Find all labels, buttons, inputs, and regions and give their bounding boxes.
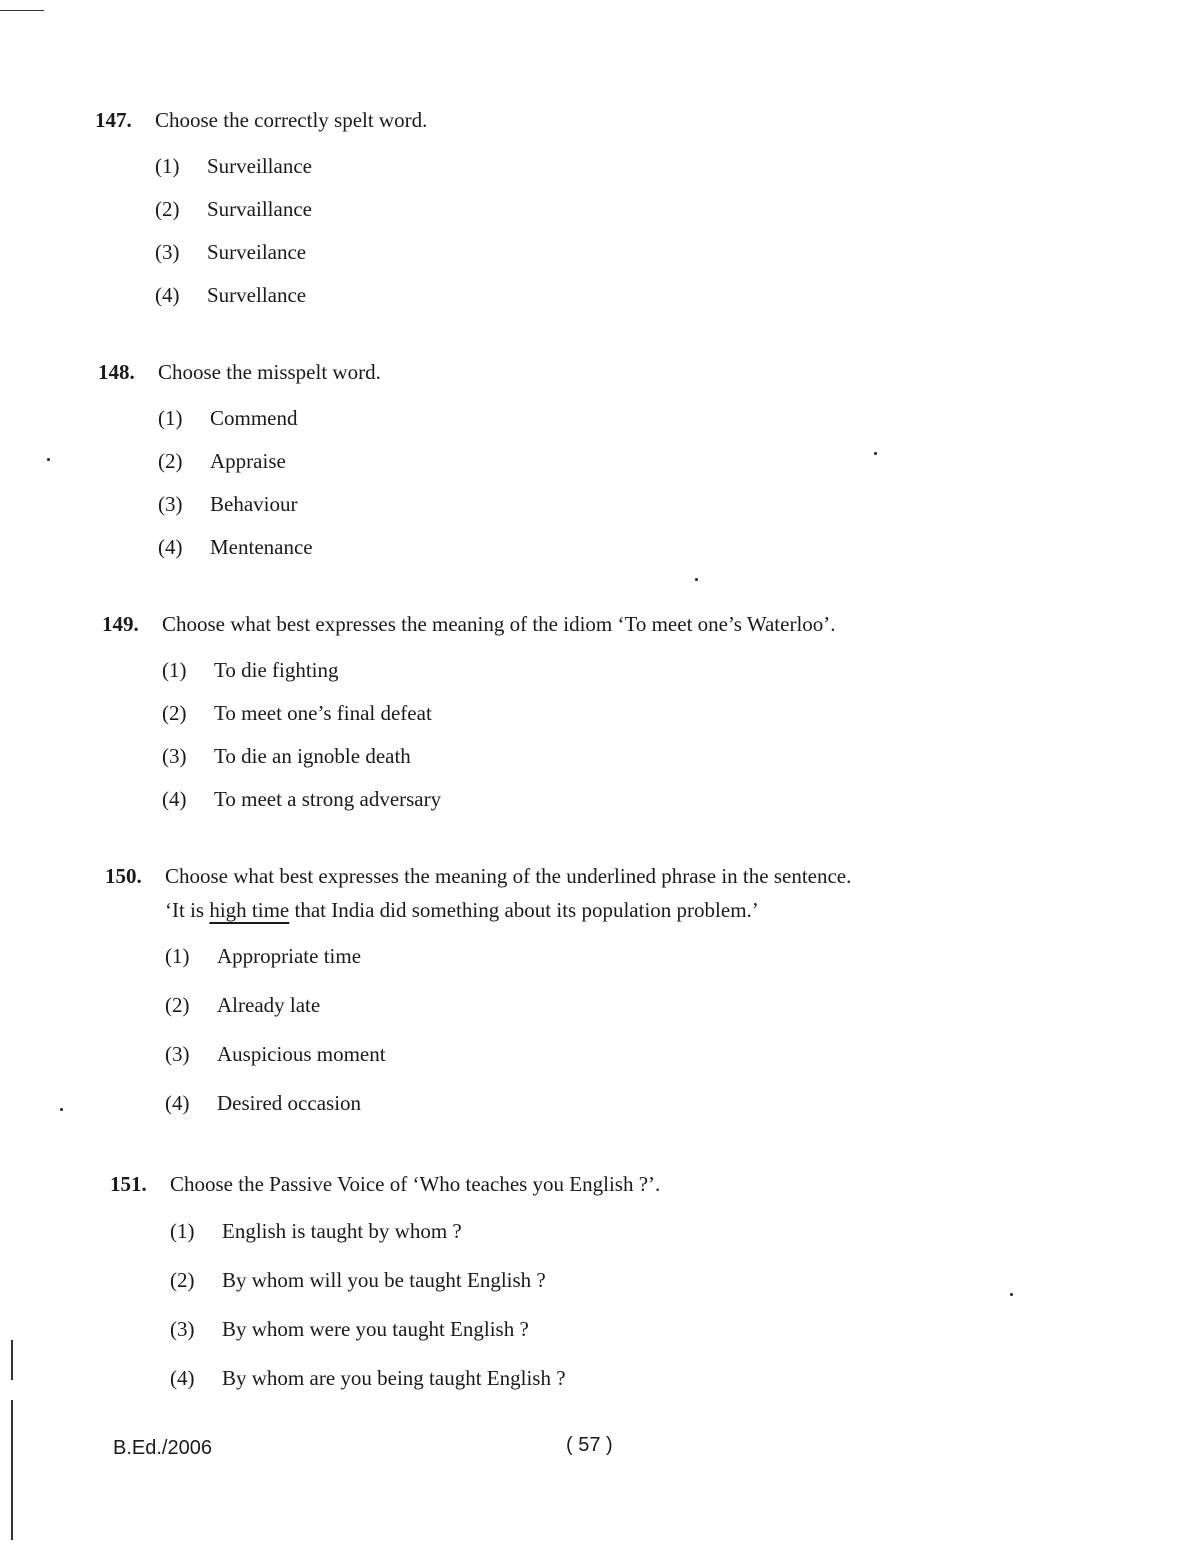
scan-speck — [874, 452, 877, 455]
question-number: 150. — [105, 864, 142, 888]
option-1: (1) Commend — [158, 406, 298, 430]
page-number: ( 57 ) — [566, 1434, 613, 1456]
question-number: 149. — [102, 612, 139, 636]
question-text: Choose the correctly spelt word. — [155, 108, 428, 132]
scan-speck — [1010, 1293, 1013, 1296]
option-4: (4) By whom are you being taught English ? — [170, 1366, 566, 1390]
option-3: (3) To die an ignoble death — [162, 744, 411, 768]
scan-speck — [60, 1108, 63, 1111]
question-sentence: ‘It is high time that India did something about its population problem.’ — [165, 898, 759, 922]
option-1: (1) Appropriate time — [165, 944, 362, 968]
scan-speck — [47, 458, 50, 461]
option-4: (4) Survellance — [155, 283, 307, 307]
question-text: Choose the misspelt word. — [158, 360, 381, 384]
underlined-phrase: high time — [209, 898, 290, 922]
option-1: (1) To die fighting — [162, 658, 339, 682]
question-number: 147. — [95, 108, 132, 132]
exam-code: B.Ed./2006 — [113, 1437, 212, 1459]
option-2: (2) By whom will you be taught English ? — [170, 1268, 546, 1292]
scan-edge-mark — [11, 1400, 13, 1540]
option-4: (4) Desired occasion — [165, 1091, 362, 1115]
option-3: (3) Surveilance — [155, 240, 307, 264]
top-rule — [0, 10, 44, 11]
question-text: Choose the Passive Voice of ‘Who teaches you English ?’. — [170, 1172, 661, 1196]
option-3: (3) By whom were you taught English ? — [170, 1317, 529, 1341]
option-1: (1) Surveillance — [155, 154, 312, 178]
option-2: (2) Appraise — [158, 449, 286, 473]
question-text: Choose what best expresses the meaning of the idiom ‘To meet one’s Waterloo’. — [162, 612, 836, 636]
option-3: (3) Auspicious moment — [165, 1042, 386, 1066]
option-4: (4) To meet a strong adversary — [162, 787, 442, 811]
option-2: (2) To meet one’s final defeat — [162, 701, 432, 725]
question-number: 148. — [98, 360, 135, 384]
option-2: (2) Already late — [165, 993, 321, 1017]
question-text: Choose what best expresses the meaning of the underlined phrase in the sentence. — [165, 864, 852, 888]
scan-speck — [695, 578, 698, 581]
option-4: (4) Mentenance — [158, 535, 313, 559]
option-2: (2) Survaillance — [155, 197, 312, 221]
question-number: 151. — [110, 1172, 147, 1196]
option-3: (3) Behaviour — [158, 492, 298, 516]
scan-edge-mark — [11, 1340, 13, 1380]
option-1: (1) English is taught by whom ? — [170, 1219, 462, 1243]
